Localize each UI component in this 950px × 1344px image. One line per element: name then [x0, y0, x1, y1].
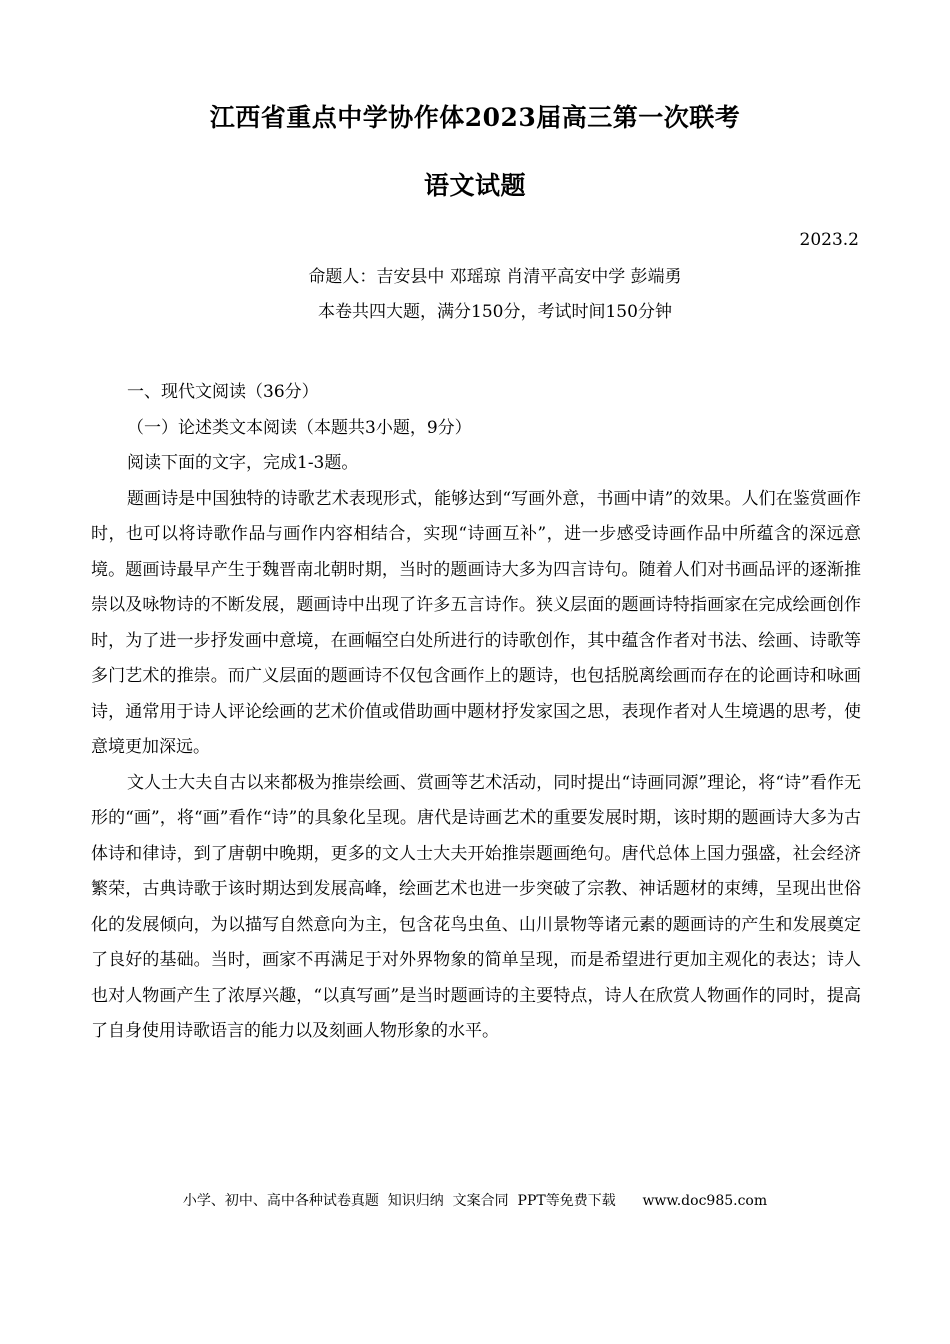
document-title: 江西省重点中学协作体2023届高三第一次联考 — [209, 103, 741, 132]
section-heading: 一、现代文阅读（36分） — [127, 382, 319, 402]
document-subtitle: 语文试题 — [423, 171, 526, 200]
exam-notice: 本卷共四大题，满分150分，考试时间150分钟 — [318, 302, 672, 322]
paragraph-1: 题画诗是中国独特的诗歌艺术表现形式，能够达到“写画外意，书画中请”的效果。人们在鉴赏画作时，也可以将诗歌作品与画作内容相结合，实现“诗画互补”，进一步感受诗画作品中所蕴含的深远意境。题画诗最早产生于魏晋南北朝时期，当时的题画诗大多为四言诗句。随着人们对书画品评的逐渐推崇以及咏物诗的不断发展，题画诗中出现了许多五言诗作。狭义层面的题画诗特指画家在完成绘画创作时，为了进一步抒发画中意境，在画幅空白处所进行的诗歌创作，其中蕴含作者对书法、绘画、诗歌等多门艺术的推崇。而广义层面的题画诗不仅包含画作上的题诗，也包括脱离绘画而存在的论画诗和咏画诗，通常用于诗人评论绘画的艺术价值或借助画中题材抒发家国之思，表现作者对人生境遇的思考，使意境更加深远。 — [91, 488, 861, 757]
authors-line: 命题人：吉安县中 邓瑶琼 肖清平高安中学 彭端勇 — [308, 267, 682, 287]
main-content — [91, 375, 861, 1050]
reading-instruction: 阅读下面的文字，完成1-3题。 — [127, 453, 359, 473]
exam-date: 2023.2 — [799, 230, 859, 250]
footer-text: 小学、初中、高中各种试卷真题 知识归纳 文案合同 PPT等免费下载 www.doc985.com — [182, 1193, 768, 1209]
subsection-heading: （一）论述类文本阅读（本题共3小题，9分） — [127, 417, 472, 438]
paragraph-2: 文人士大夫自古以来都极为推崇绘画、赏画等艺术活动，同时提出“诗画同源”理论，将“诗”看作无形的“画”，将“画”看作“诗”的具象化呈现。唐代是诗画艺术的重要发展时期，该时期的题画诗大多为古体诗和律诗，到了唐朝中晚期，更多的文人士大夫开始推崇题画绝句。唐代总体上国力强盛，社会经济繁荣，古典诗歌于该时期达到发展高峰，绘画艺术也进一步突破了宗教、神话题材的束缚，呈现出世俗化的发展倾向，为以描写自然意向为主，包含花鸟虫鱼、山川景物等诸元素的题画诗的产生和发展奠定了良好的基础。当时，画家不再满足于对外界物象的简单呈现，而是希望进行更加主观化的表达；诗人也对人物画产生了浓厚兴趣，“以真写画”是当时题画诗的主要特点，诗人在欣赏人物画作的同时，提高了自身使用诗歌语言的能力以及刻画人物形象的水平。 — [91, 772, 861, 1041]
